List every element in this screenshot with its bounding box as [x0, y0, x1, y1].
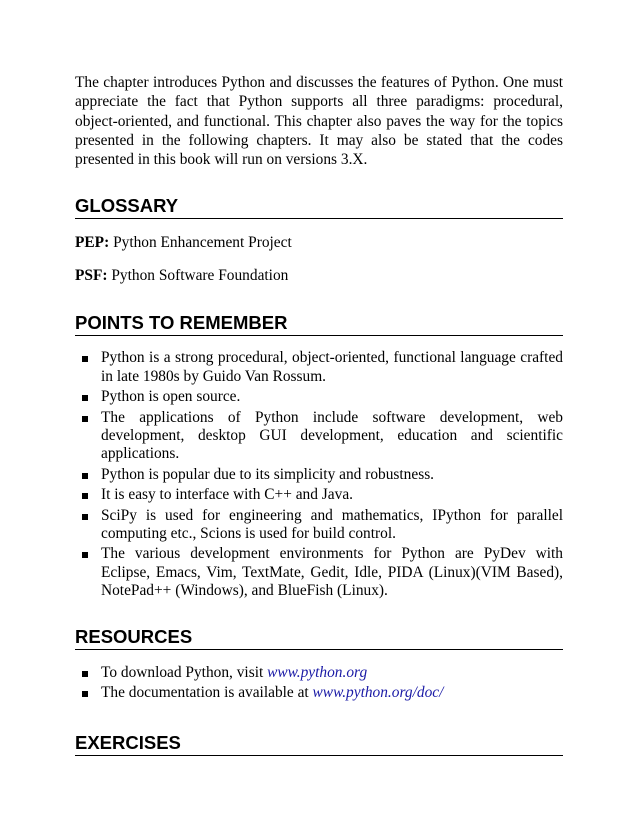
square-bullet-icon	[82, 514, 88, 520]
square-bullet-icon	[82, 552, 88, 558]
python-org-link[interactable]: www.python.org	[267, 663, 368, 681]
glossary-heading: GLOSSARY	[75, 195, 563, 219]
glossary-entry-psf	[75, 266, 563, 285]
square-bullet-icon	[82, 356, 88, 362]
list-item	[75, 664, 563, 682]
exercises-heading: EXERCISES	[75, 732, 563, 756]
list-item-text: Python is a strong procedural, object-oriented, functional language crafted in late 1980s by Guido Van Rossum.	[101, 349, 563, 385]
list-item-text: The various development environments for Python are PyDev with Eclipse, Emacs, Vim, TextMate, Gedit, Idle, PIDA (Linux)(VIM Based), NotePad++ (Windows), and BlueFish (Linux).	[101, 545, 563, 599]
glossary-definition: Python Enhancement Project	[113, 234, 292, 252]
list-item-text: The applications of Python include software development, web development, desktop GUI development, education and scientific applications.	[101, 408, 563, 463]
resource-text: To download Python, visit	[101, 663, 268, 681]
glossary-definition: Python Software Foundation	[111, 267, 289, 285]
list-item	[75, 684, 563, 702]
glossary-term: PEP:	[75, 234, 110, 252]
list-item	[75, 486, 563, 504]
list-item-text: It is easy to interface with C++ and Java.	[101, 486, 353, 504]
square-bullet-icon	[82, 671, 88, 677]
document-page	[75, 73, 563, 756]
square-bullet-icon	[82, 473, 88, 479]
points-to-remember-heading: POINTS TO REMEMBER	[75, 312, 563, 336]
list-item	[75, 409, 563, 464]
glossary-entry-pep	[75, 233, 563, 252]
list-item-text: SciPy is used for engineering and mathematics, IPython for parallel computing etc., Scions is used for build control.	[101, 506, 563, 542]
list-item-text: Python is popular due to its simplicity and robustness.	[101, 465, 435, 483]
square-bullet-icon	[82, 691, 88, 697]
list-item	[75, 507, 563, 543]
python-docs-link[interactable]: www.python.org/doc/	[312, 684, 444, 702]
square-bullet-icon	[82, 395, 88, 401]
square-bullet-icon	[82, 416, 88, 422]
square-bullet-icon	[82, 493, 88, 499]
intro-paragraph: The chapter introduces Python and discusses the features of Python. One must appreciate the fact that Python supports all three paradigms: procedural, object-oriented, and functional. This chapter also paves the way for the topics presented in the following chapters. It may also be stated that the codes presented in this book will run on versions 3.X.	[75, 74, 563, 169]
list-item	[75, 349, 563, 385]
glossary-term: PSF:	[75, 267, 108, 285]
resources-list	[75, 664, 563, 703]
list-item	[75, 466, 563, 484]
resource-text: The documentation is available at	[101, 684, 313, 702]
resources-heading: RESOURCES	[75, 626, 563, 650]
list-item	[75, 545, 563, 600]
points-list	[75, 349, 563, 599]
list-item	[75, 388, 563, 406]
list-item-text: Python is open source.	[101, 388, 241, 406]
